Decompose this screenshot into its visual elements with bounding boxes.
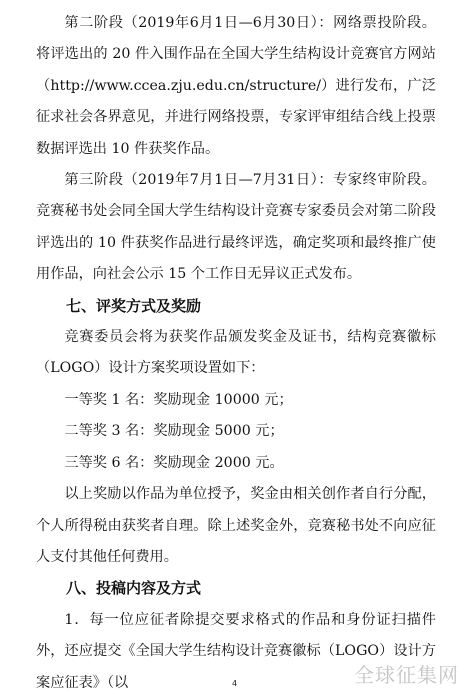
section8-item1: 1．每一位应征者除提交要求格式的作品和身份证扫描件外，还应提交《全国大学生结构设计竞赛徽标（LOGO）设计方案应征表》（以	[36, 611, 436, 691]
stage2-paragraph: 第二阶段（2019年6月1日—6月30日）：网络票投阶段。将评选出的 20 件入围作品在全国大学生结构设计竞赛官方网站（http://www.ccea.zju.edu.cn/structure/）进行发布，广泛征求社会各界意见，并进行网络投票，专家评审组结合线上投票数据评选出 10 件获奖作品。	[36, 15, 436, 157]
section7-heading: 七、评奖方式及奖励	[66, 296, 202, 315]
section7-note: 以上奖励以作品为单位授予，奖金由相关创作者自行分配，个人所得税由获奖者自理。除上述奖金外，竞赛秘书处不向应征人支付其他任何费用。	[36, 486, 436, 565]
award-first-prize: 一等奖 1 名：奖励现金 10000 元；	[64, 391, 293, 408]
page-number: 4	[231, 679, 238, 688]
award-third-prize: 三等奖 6 名：奖励现金 2000 元。	[64, 454, 284, 471]
section7-intro: 竞赛委员会将为获奖作品颁发奖金及证书，结构竞赛徽标（LOGO）设计方案奖项设置如下：	[36, 329, 436, 377]
section8-heading: 八、投稿内容及方式	[66, 579, 202, 598]
award-second-prize: 二等奖 3 名：奖励现金 5000 元；	[64, 423, 284, 440]
stage3-paragraph: 第三阶段（2019年7月1日—7月31日）：专家终审阶段。竞赛秘书处会同全国大学生结构设计竞赛专家委员会对第二阶段评选出的 10 件获奖作品进行最终评选，确定奖项和最终推广使用作品，向社会公示 15 个工作日无异议正式发布。	[36, 172, 436, 283]
watermark-logo: 全球征集网	[354, 663, 459, 687]
document-page	[36, 8, 436, 699]
